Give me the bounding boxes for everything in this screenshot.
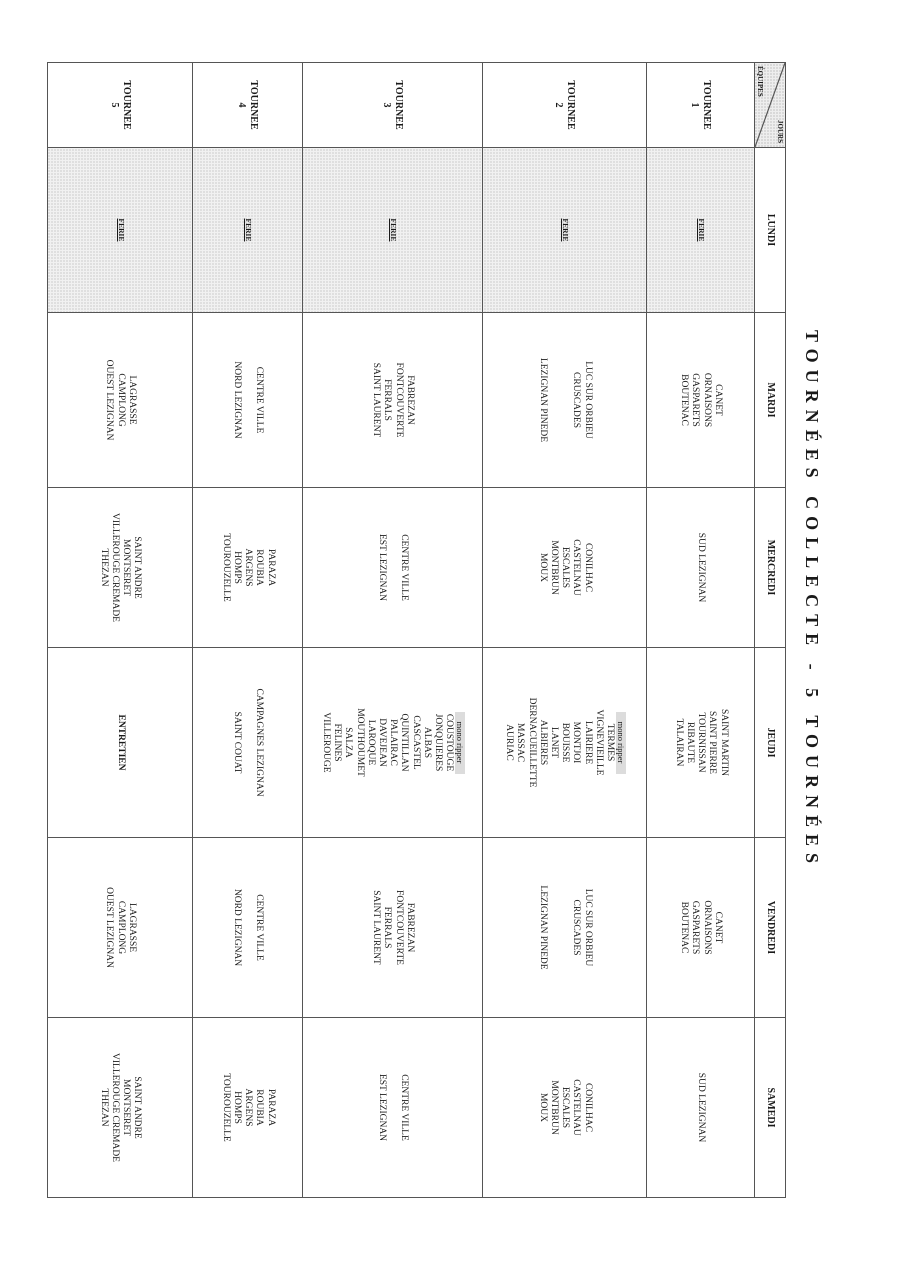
- commune-label: CENTRE VILLE: [254, 894, 265, 961]
- commune-label: PALAIRAC: [388, 719, 399, 766]
- samedi-cell: [303, 1018, 483, 1198]
- commune-label: SUD LEZIGNAN: [696, 532, 707, 603]
- commune-label: CENTRE VILLE: [399, 1074, 410, 1141]
- commune-label: CAMPLONG: [115, 373, 126, 427]
- mardi-cell: [193, 313, 303, 488]
- commune-label: ROUBIA: [254, 1089, 265, 1126]
- tour-number: 3: [381, 102, 393, 108]
- commune-label: MONTBRUN: [548, 1080, 559, 1135]
- lundi-cell: [48, 148, 193, 313]
- commune-label: FELINES: [332, 723, 343, 762]
- commune-label: MONTSERET: [121, 1079, 132, 1136]
- commune-label: SAINT ANDRE: [132, 1076, 143, 1139]
- lundi-cell: [483, 148, 647, 313]
- commune-label: MOUX: [537, 1092, 548, 1123]
- tour-number: 2: [553, 102, 565, 108]
- commune-label: MONTSERET: [121, 539, 132, 596]
- commune-label: TOURNISSAN: [696, 712, 707, 773]
- header-row: [755, 63, 786, 1198]
- mardi-cell: [48, 313, 193, 488]
- commune-label: TOUROUZELLE: [220, 1073, 231, 1142]
- ferie-label: FERIE: [116, 218, 126, 242]
- tour-name-cell: [647, 63, 755, 148]
- vendredi-cell: [303, 838, 483, 1018]
- commune-label: ENTRETIEN: [115, 714, 126, 771]
- commune-label: CONILHAC: [582, 1082, 593, 1133]
- commune-label: [559, 315, 570, 485]
- commune-label: CANET: [712, 911, 723, 944]
- commune-label: ROUBIA: [254, 549, 265, 586]
- commune-label: TALAIRAN: [673, 718, 684, 767]
- commune-label: MONTJOI: [571, 721, 582, 764]
- commune-label: MOUTHOUMET: [354, 708, 365, 777]
- commune-label: SAINT LAURENT: [371, 890, 382, 965]
- corner-cell: [755, 63, 786, 148]
- commune-label: SALZA: [343, 727, 354, 758]
- commune-label: EST LEZIGNAN: [376, 1073, 387, 1142]
- vendredi-cell: [647, 838, 755, 1018]
- corner-teams-label: ÉQUIPES: [756, 66, 765, 97]
- mercredi-cell: [647, 488, 755, 648]
- tour-number: 4: [236, 102, 248, 108]
- tour-label: TOURNEE: [393, 80, 405, 130]
- tour-number: 1: [689, 102, 701, 108]
- commune-label: VILLEROUGE CREMADE: [110, 513, 120, 622]
- ferie-label: FERIE: [697, 218, 707, 242]
- jeudi-cell: [483, 648, 647, 838]
- commune-label: JONQUIERES: [433, 713, 444, 772]
- vendredi-cell: [48, 838, 193, 1018]
- commune-label: LEZIGNAN PINEDE: [537, 357, 548, 443]
- day-header-mardi: MARDI: [755, 313, 786, 488]
- mono-ripper-note: mono ripper: [616, 712, 626, 774]
- mercredi-cell: [193, 488, 303, 648]
- commune-label: TOUROUZELLE: [220, 533, 231, 602]
- commune-label: ESCALES: [560, 1086, 571, 1129]
- commune-label: GASPARETS: [690, 373, 701, 427]
- commune-label: FERRALS: [382, 906, 393, 949]
- vendredi-cell: [193, 838, 303, 1018]
- commune-label: BOUTENAC: [679, 901, 690, 954]
- mercredi-cell: [48, 488, 193, 648]
- commune-label: [242, 315, 253, 485]
- commune-label: CANET: [712, 384, 723, 416]
- commune-label: LAROQUE: [365, 719, 376, 766]
- ferie-label: FERIE: [389, 218, 399, 242]
- tour-row: [48, 63, 193, 1198]
- commune-label: MONTBRUN: [548, 540, 559, 595]
- tour-name-cell: [193, 63, 303, 148]
- commune-label: CAMPAGNES LEZIGNAN: [254, 688, 265, 797]
- commune-label: CASTELNAU: [571, 1079, 582, 1136]
- ferie-label: FERIE: [561, 218, 571, 242]
- jeudi-cell: [303, 648, 483, 838]
- commune-label: RIBAUTE: [684, 721, 695, 764]
- jeudi-cell: [48, 648, 193, 838]
- commune-label: OUEST LEZIGNAN: [104, 359, 115, 441]
- tour-row: [483, 63, 647, 1198]
- tour-number: 5: [109, 102, 120, 108]
- mardi-cell: [303, 313, 483, 488]
- commune-label: AURIAC: [504, 724, 515, 761]
- samedi-cell: [48, 1018, 193, 1198]
- commune-label: VILLEROUGE: [320, 712, 331, 773]
- commune-label: LUC SUR ORBIEU: [582, 888, 593, 967]
- commune-label: [559, 840, 570, 1015]
- mercredi-cell: [303, 488, 483, 648]
- commune-label: ORNAISONS: [701, 900, 712, 955]
- commune-label: GASPARETS: [690, 900, 701, 955]
- lundi-cell: [193, 148, 303, 313]
- commune-label: FONTCOUVERTE: [393, 362, 404, 438]
- samedi-cell: [193, 1018, 303, 1198]
- commune-label: CENTRE VILLE: [399, 534, 410, 601]
- commune-label: ALBAS: [421, 726, 432, 759]
- commune-label: ALBIERES: [537, 719, 548, 766]
- commune-label: VIGNEVIEILLE: [593, 709, 604, 776]
- page-title: TOURNÉES COLLECTE - 5 TOURNÉES: [802, 329, 822, 871]
- commune-label: DAVEJEAN: [377, 718, 387, 767]
- commune-label: LANET: [549, 726, 559, 759]
- lundi-cell: [647, 148, 755, 313]
- day-header-jeudi: JEUDI: [755, 648, 786, 838]
- commune-label: MASSAC: [515, 722, 526, 763]
- commune-label: LUC SUR ORBIEU: [582, 361, 593, 439]
- commune-label: EST LEZIGNAN: [376, 533, 387, 602]
- commune-label: SUD LEZIGNAN: [696, 1072, 707, 1143]
- jeudi-cell: [193, 648, 303, 838]
- commune-label: NORD LEZIGNAN: [231, 888, 242, 967]
- schedule-table: [47, 62, 786, 1198]
- commune-label: PARAZA: [265, 548, 276, 587]
- commune-label: CASCASTEL: [410, 715, 421, 770]
- tour-label: TOURNEE: [565, 80, 577, 130]
- commune-label: [387, 490, 398, 645]
- tour-row: [303, 63, 483, 1198]
- mono-ripper-note: mono ripper: [455, 712, 465, 774]
- commune-label: SAINT COUAT: [231, 711, 242, 774]
- commune-label: FABREZAN: [404, 902, 415, 953]
- commune-label: QUINTILLAN: [399, 713, 410, 772]
- commune-label: COUSTOUGE: [444, 713, 455, 772]
- commune-label: LAGRASSE: [126, 902, 137, 953]
- commune-label: SAINT PIERRE: [707, 711, 718, 774]
- commune-label: OUEST LEZIGNAN: [104, 887, 115, 968]
- commune-label: FONTCOUVERTE: [393, 890, 404, 965]
- day-header-vendredi: VENDREDI: [755, 838, 786, 1018]
- tour-name-cell: [48, 63, 193, 148]
- commune-label: FABREZAN: [404, 375, 415, 425]
- schedule-body: [48, 63, 755, 1198]
- mardi-cell: [647, 313, 755, 488]
- commune-label: [242, 650, 253, 835]
- commune-label: THEZAN: [98, 548, 109, 587]
- commune-label: [548, 840, 559, 1015]
- commune-label: THEZAN: [98, 1088, 109, 1127]
- samedi-cell: [483, 1018, 647, 1198]
- mardi-cell: [483, 313, 647, 488]
- tour-label: TOURNEE: [120, 80, 132, 130]
- commune-label: TERMES: [605, 723, 616, 762]
- commune-label: BOUISSE: [560, 722, 571, 763]
- commune-label: DERNACUEILLETTE: [526, 697, 537, 788]
- tour-name-cell: [303, 63, 483, 148]
- tour-row: [647, 63, 755, 1198]
- commune-label: LAGRASSE: [126, 375, 137, 425]
- samedi-cell: [647, 1018, 755, 1198]
- jeudi-cell: [647, 648, 755, 838]
- commune-label: [387, 1020, 398, 1195]
- commune-label: SAINT LAURENT: [371, 362, 382, 438]
- tour-label: TOURNEE: [248, 80, 260, 130]
- ferie-label: FERIE: [244, 218, 254, 242]
- lundi-cell: [303, 148, 483, 313]
- corner-days-label: JOURS: [776, 120, 784, 143]
- commune-label: PARAZA: [265, 1088, 276, 1127]
- commune-label: SAINT ANDRE: [132, 536, 143, 599]
- commune-label: LAIRIERE: [582, 720, 593, 765]
- commune-label: VILLEROUGE CREMADE: [110, 1053, 120, 1162]
- commune-label: SAINT MARTIN: [718, 708, 729, 777]
- day-header-mercredi: MERCREDI: [755, 488, 786, 648]
- commune-label: BOUTENAC: [679, 374, 690, 426]
- day-header-samedi: SAMEDI: [755, 1018, 786, 1198]
- commune-label: MOUX: [537, 552, 548, 583]
- commune-label: LEZIGNAN PINEDE: [537, 885, 548, 970]
- commune-label: CRUSCADES: [571, 372, 582, 428]
- commune-label: HOMPS: [231, 1091, 242, 1124]
- day-header-lundi: LUNDI: [755, 148, 786, 313]
- vendredi-cell: [483, 838, 647, 1018]
- commune-label: CENTRE VILLE: [254, 366, 265, 434]
- commune-label: ORNAISONS: [701, 372, 712, 428]
- commune-label: CAMPLONG: [115, 900, 126, 955]
- commune-label: ARGENS: [243, 1088, 254, 1127]
- commune-label: CONILHAC: [582, 542, 593, 593]
- commune-label: CASTELNAU: [571, 539, 582, 596]
- tour-name-cell: [483, 63, 647, 148]
- commune-label: ARGENS: [243, 548, 254, 587]
- mercredi-cell: [483, 488, 647, 648]
- tour-row: [193, 63, 303, 1198]
- tour-label: TOURNEE: [701, 80, 713, 130]
- commune-label: [548, 315, 559, 485]
- commune-label: [242, 840, 253, 1015]
- commune-label: NORD LEZIGNAN: [231, 361, 242, 439]
- commune-label: CRUSCADES: [571, 899, 582, 956]
- commune-label: ESCALES: [560, 546, 571, 589]
- commune-label: FERRALS: [382, 379, 393, 421]
- commune-label: HOMPS: [231, 551, 242, 584]
